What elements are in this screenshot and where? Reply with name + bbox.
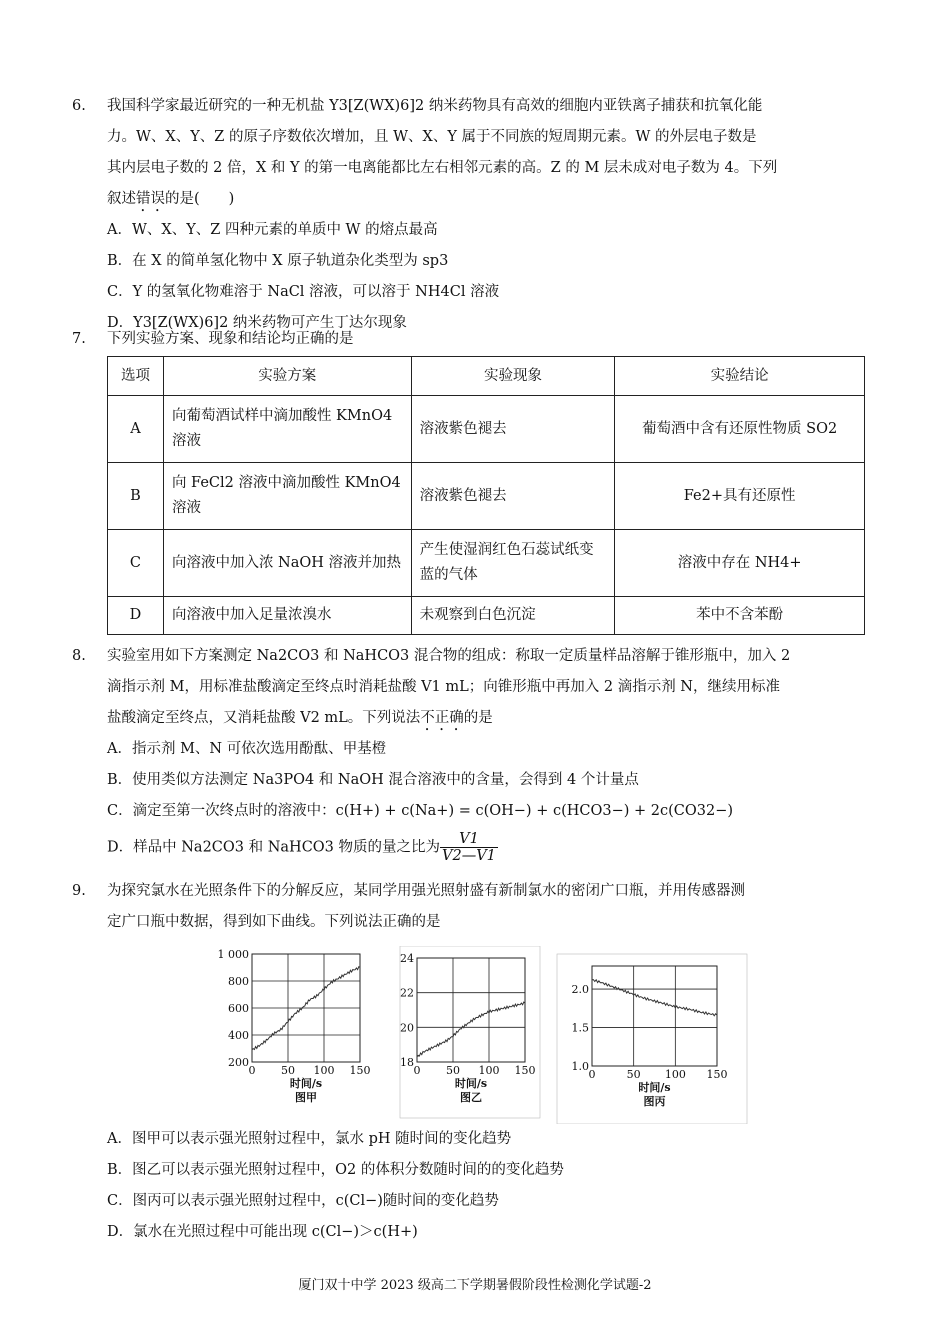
emphasis-text: 不正确 bbox=[420, 710, 464, 726]
phenomenon-cell: 产生使湿润红色石蕊试纸变蓝的气体 bbox=[411, 530, 615, 597]
stem-line: 其内层电子数的 2 倍，X 和 Y 的第一电离能都比左右相邻元素的高。Z 的 M 层未成对电子数为 4。下列 bbox=[107, 160, 778, 176]
option-cell: C bbox=[108, 530, 164, 597]
option-b: B．图乙可以表示强光照射过程中，O2 的体积分数随时间的的变化趋势 bbox=[107, 1162, 564, 1178]
question-6 bbox=[72, 91, 872, 339]
question-8 bbox=[72, 641, 872, 864]
x-tick-label: 50 bbox=[626, 1068, 641, 1081]
x-tick-label: 100 bbox=[478, 1064, 500, 1077]
fraction bbox=[440, 831, 498, 864]
y-tick-label: 22 bbox=[400, 986, 414, 1000]
question-9-options bbox=[72, 1124, 872, 1248]
stem-line: 滴指示剂 M，用标准盐酸滴定至终点时消耗盐酸 V1 mL；向锥形瓶中再加入 2 滴指示剂 N，继续用标准 bbox=[107, 679, 780, 695]
question-stem: 下列实验方案、现象和结论均正确的是 bbox=[107, 331, 354, 347]
plan-cell: 向溶液中加入浓 NaOH 溶液并加热 bbox=[163, 530, 411, 597]
phenomenon-cell: 溶液紫色褪去 bbox=[411, 463, 615, 530]
question-number: 7. bbox=[72, 331, 86, 347]
table-row bbox=[108, 597, 865, 635]
option-c: C．图丙可以表示强光照射过程中，c(Cl−)随时间的变化趋势 bbox=[107, 1193, 499, 1209]
option-b: B．在 X 的简单氢化物中 X 原子轨道杂化类型为 sp3 bbox=[107, 253, 449, 269]
x-axis-label: 时间/s bbox=[289, 1077, 323, 1090]
y-tick-label: 20 bbox=[400, 1021, 414, 1035]
y-tick-label: 800 bbox=[228, 975, 249, 988]
x-tick-label: 100 bbox=[313, 1064, 335, 1077]
y-tick-label: 1.5 bbox=[571, 1021, 589, 1035]
x-tick-label: 0 bbox=[248, 1064, 256, 1077]
option-cell: D bbox=[108, 597, 164, 635]
option-b: B．使用类似方法测定 Na3PO4 和 NaOH 混合溶液中的含量，会得到 4 个计量点 bbox=[107, 772, 639, 788]
question-number: 6. bbox=[72, 98, 86, 114]
emphasis-text: 错误 bbox=[136, 191, 165, 207]
series-line bbox=[417, 1002, 525, 1057]
x-tick-label: 50 bbox=[281, 1064, 295, 1077]
option-c: C．滴定至第一次终点时的溶液中：c(H+) + c(Na+) = c(OH−) + c(HCO3−) + 2c(CO32−) bbox=[107, 803, 734, 819]
column-header: 实验现象 bbox=[411, 357, 615, 396]
table-row bbox=[108, 463, 865, 530]
option-d: D．样品中 Na2CO3 和 NaHCO3 物质的量之比为 $\frac{V1}{V2—V1}$ bbox=[107, 831, 496, 864]
chart-title: 图乙 bbox=[460, 1091, 482, 1104]
option-d: D．氯水在光照过程中可能出现 c(Cl−)＞c(H+) bbox=[107, 1224, 418, 1240]
plan-cell: 向葡萄酒试样中滴加酸性 KMnO4 溶液 bbox=[163, 396, 411, 463]
series-line bbox=[592, 980, 717, 1016]
question-number: 9. bbox=[72, 883, 86, 899]
stem-line: 定广口瓶中数据，得到如下曲线。下列说法正确的是 bbox=[107, 914, 441, 930]
page-footer: 厦门双十中学 2023 级高二下学期暑假阶段性检测化学试题-2 bbox=[298, 1278, 652, 1293]
option-d: D．Y3[Z(WX)6]2 纳米药物可产生丁达尔现象 bbox=[107, 315, 407, 331]
question-stem bbox=[107, 641, 872, 734]
question-number: 8. bbox=[72, 648, 86, 664]
x-tick-label: 0 bbox=[413, 1064, 421, 1077]
conclusion-cell: 溶液中存在 NH4+ bbox=[615, 530, 865, 597]
stem-line: 力。W、X、Y、Z 的原子序数依次增加，且 W、X、Y 属于不同族的短周期元素。W 的外层电子数是 bbox=[107, 129, 757, 145]
option-c: C．Y 的氢氧化物难溶于 NaCl 溶液，可以溶于 NH4Cl 溶液 bbox=[107, 284, 500, 300]
x-axis-label: 时间/s bbox=[638, 1081, 671, 1094]
option-cell: A bbox=[108, 396, 164, 463]
y-tick-label: 600 bbox=[228, 1002, 249, 1015]
conclusion-cell: Fe2+具有还原性 bbox=[615, 463, 865, 530]
table-row bbox=[108, 396, 865, 463]
plan-cell: 向 FeCl2 溶液中滴加酸性 KMnO4 溶液 bbox=[163, 463, 411, 530]
question-9 bbox=[72, 876, 872, 938]
y-tick-label: 400 bbox=[228, 1029, 249, 1042]
fraction-denominator: V2—V1 bbox=[442, 848, 496, 864]
x-tick-label: 50 bbox=[446, 1064, 460, 1077]
option-a: A．指示剂 M、N 可依次选用酚酞、甲基橙 bbox=[107, 741, 387, 757]
conclusion-cell: 苯中不含苯酚 bbox=[615, 597, 865, 635]
option-a: A．W、X、Y、Z 四种元素的单质中 W 的熔点最高 bbox=[107, 222, 438, 238]
column-header: 选项 bbox=[108, 357, 164, 396]
plot-area bbox=[417, 958, 525, 1062]
question-stem bbox=[107, 91, 872, 215]
chart-title: 图甲 bbox=[295, 1091, 317, 1104]
x-tick-label: 100 bbox=[664, 1068, 686, 1081]
option-cell: B bbox=[108, 463, 164, 530]
stem-line: 叙述错误的是( ) bbox=[107, 191, 235, 207]
question-7 bbox=[72, 324, 872, 355]
experiment-table bbox=[107, 356, 865, 635]
x-tick-label: 150 bbox=[706, 1068, 728, 1081]
stem-line: 我国科学家最近研究的一种无机盐 Y3[Z(WX)6]2 纳米药物具有高效的细胞内亚铁离子捕获和抗氧化能 bbox=[107, 98, 763, 114]
phenomenon-cell: 溶液紫色褪去 bbox=[411, 396, 615, 463]
table-row bbox=[108, 530, 865, 597]
column-header: 实验方案 bbox=[163, 357, 411, 396]
y-tick-label: 200 bbox=[228, 1056, 249, 1069]
x-tick-label: 150 bbox=[349, 1064, 371, 1077]
table-header-row bbox=[108, 357, 865, 396]
plot-area bbox=[592, 966, 717, 1066]
conclusion-cell: 葡萄酒中含有还原性物质 SO2 bbox=[615, 396, 865, 463]
stem-line: 盐酸滴定至终点，又消耗盐酸 V2 mL。下列说法不正确的是 bbox=[107, 710, 493, 726]
y-tick-label: 1 000 bbox=[217, 948, 249, 961]
chart-figures bbox=[212, 946, 760, 1124]
stem-line: 实验室用如下方案测定 Na2CO3 和 NaHCO3 混合物的组成：称取一定质量样品溶解于锥形瓶中，加入 2 bbox=[107, 648, 791, 664]
plan-cell: 向溶液中加入足量浓溴水 bbox=[163, 597, 411, 635]
y-tick-label: 2.0 bbox=[571, 983, 589, 997]
phenomenon-cell: 未观察到白色沉淀 bbox=[411, 597, 615, 635]
y-tick-label: 18 bbox=[400, 1056, 414, 1069]
x-axis-label: 时间/s bbox=[454, 1077, 488, 1090]
stem-line: 为探究氯水在光照条件下的分解反应，某同学用强光照射盛有新制氯水的密闭广口瓶，并用传感器测 bbox=[107, 883, 745, 899]
x-tick-label: 0 bbox=[588, 1068, 596, 1081]
question-stem bbox=[107, 876, 872, 938]
x-tick-label: 150 bbox=[514, 1064, 536, 1077]
option-a: A．图甲可以表示强光照射过程中，氯水 pH 随时间的变化趋势 bbox=[107, 1131, 512, 1147]
y-tick-label: 1.0 bbox=[571, 1060, 589, 1073]
fraction-numerator: V1 bbox=[440, 831, 498, 848]
column-header: 实验结论 bbox=[615, 357, 865, 396]
y-tick-label: 24 bbox=[400, 952, 414, 965]
chart-title: 图丙 bbox=[643, 1095, 666, 1108]
